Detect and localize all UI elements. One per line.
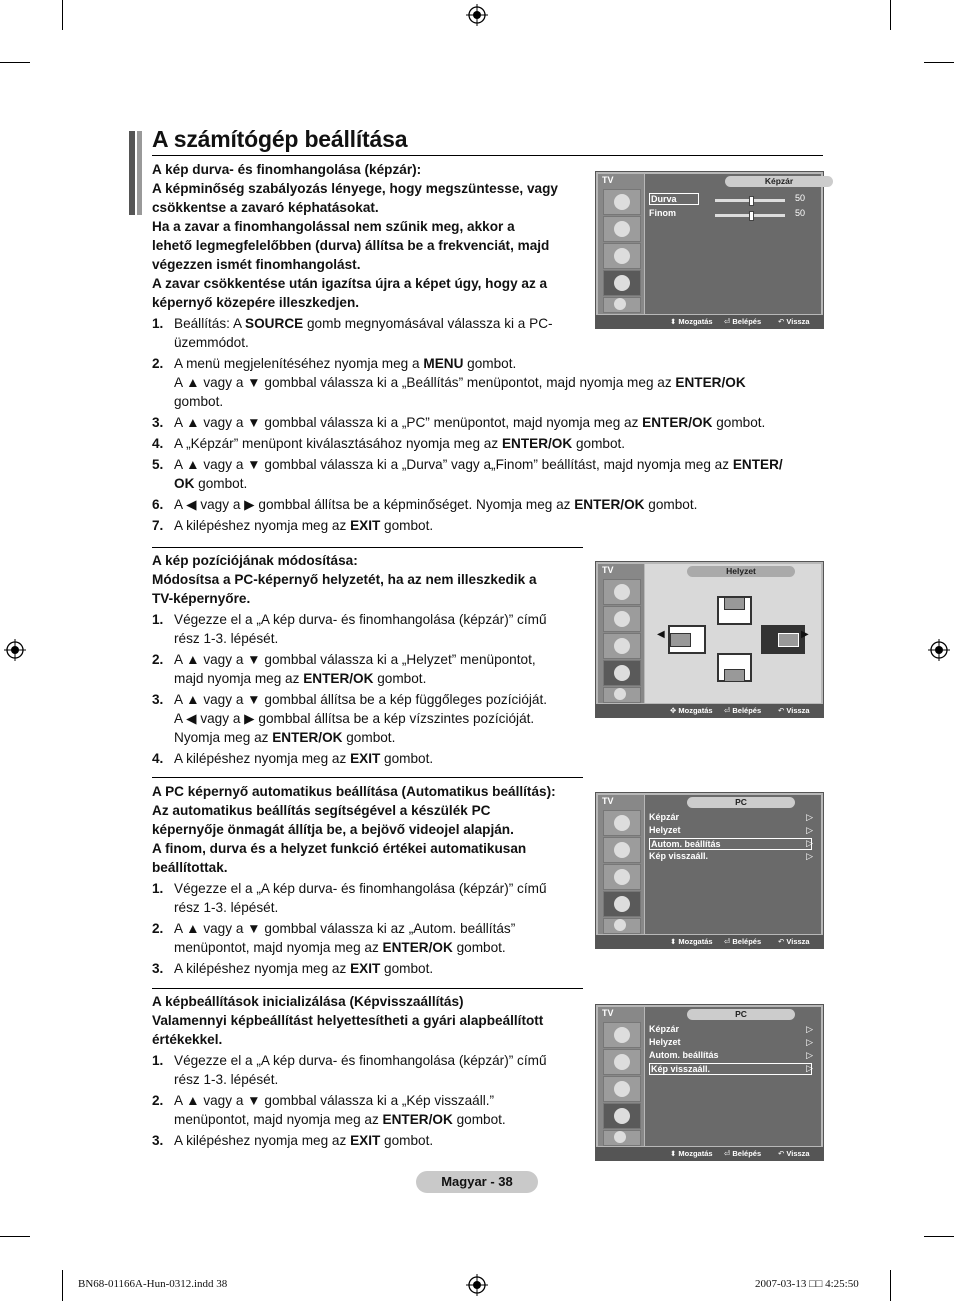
step-line: A ▲ vagy a ▼ gombbal válassza ki a „Helyzet” menüpontot,: [174, 652, 536, 667]
step-line: A ▲ vagy a ▼ gombbal állítsa be a kép függőleges pozícióját.: [174, 692, 548, 707]
osd-footer: ⬍ Mozgatás ⏎ Belépés ↶ Vissza: [596, 1147, 823, 1160]
footer-back: Vissza: [786, 317, 810, 326]
head-line: Ha a zavar a finomhangolással nem szűnik meg, akkor a: [152, 219, 515, 234]
section-rule: [152, 547, 583, 548]
registration-mark-icon: [4, 639, 26, 661]
finom-value: 50: [794, 208, 805, 218]
step-item: [152, 650, 592, 688]
step-item: [152, 1051, 592, 1089]
osd-helyzet-screen: [595, 561, 824, 718]
section-rule: [152, 777, 583, 778]
step-line: rész 1-3. lépését.: [174, 1072, 279, 1087]
position-box-right: [761, 625, 805, 654]
setup-icon: [603, 270, 641, 296]
sound-icon: [603, 606, 641, 632]
step-item: [152, 610, 592, 648]
osd-header: PC: [687, 797, 795, 808]
footer-enter: Belépés: [732, 937, 762, 946]
crop-mark: [924, 62, 954, 63]
crop-mark: [890, 0, 891, 30]
head-line: Az automatikus beállítás segítségével a készülék PC: [152, 803, 491, 818]
step-line: A ▲ vagy a ▼ gombbal válassza ki a „Durva” vagy a„Finom” beállítást, majd nyomja meg az ENTER/: [174, 457, 783, 472]
osd-tv-label: TV: [602, 796, 614, 806]
step-item: [152, 1131, 592, 1150]
step-number: 7.: [152, 518, 164, 533]
page-title: A számítógép beállítása: [152, 126, 408, 152]
sound-icon: [603, 1049, 641, 1075]
step-number: 1.: [152, 316, 164, 331]
head-line: csökkentse a zavaró képhatásokat.: [152, 200, 379, 215]
osd-header: Képzár: [725, 176, 833, 187]
osd-menu-item: Helyzet: [649, 825, 681, 835]
input-icon: [603, 918, 641, 934]
step-number: 1.: [152, 1053, 164, 1068]
step-line: A „Képzár” menüpont kiválasztásához nyomja meg az ENTER/OK gombot.: [174, 436, 626, 451]
registration-mark-icon: [466, 4, 488, 26]
footer-back: Vissza: [786, 937, 810, 946]
steps-list: [152, 1051, 592, 1150]
sound-icon: [603, 216, 641, 242]
head-line: lehető legmegfelelőbben (durva) állítsa be a frekvenciát, majd: [152, 238, 550, 253]
step-item: [152, 919, 592, 957]
step-line: gombot.: [174, 394, 224, 409]
step-line: A ▲ vagy a ▼ gombbal válassza ki a „Beállítás” menüpontot, majd nyomja meg az ENTER/OK: [174, 375, 746, 390]
step-item: [152, 516, 832, 535]
step-line: üzemmódot.: [174, 335, 249, 350]
footer-move: Mozgatás: [678, 317, 713, 326]
step-number: 2.: [152, 652, 164, 667]
slider-knob: [749, 211, 754, 221]
step-item: [152, 455, 832, 493]
section-position: [152, 551, 592, 768]
durva-value: 50: [794, 193, 805, 203]
osd-sidebar: [598, 564, 644, 703]
step-item: [152, 413, 832, 432]
channel-icon: [603, 1076, 641, 1102]
step-number: 2.: [152, 921, 164, 936]
page-number: Magyar - 38: [416, 1171, 538, 1193]
durva-slider: [715, 199, 785, 202]
registration-mark-icon: [928, 639, 950, 661]
footer-enter: Belépés: [732, 1149, 762, 1158]
step-line: A ◀ vagy a ▶ gombbal állítsa be a képminőséget. Nyomja meg az ENTER/OK gombot.: [174, 497, 698, 512]
step-number: 5.: [152, 457, 164, 472]
arrow-left-icon: ◀: [657, 629, 665, 640]
step-number: 1.: [152, 881, 164, 896]
section-auto-adjust: [152, 782, 592, 978]
picture-icon: [603, 579, 641, 605]
title-accent-bar: [137, 131, 142, 215]
step-number: 3.: [152, 415, 164, 430]
step-line: menüpontot, majd nyomja meg az ENTER/OK gombot.: [174, 1112, 506, 1127]
registration-mark-icon: [466, 1274, 488, 1296]
osd-main: [645, 174, 821, 314]
crop-mark: [890, 1270, 891, 1301]
footer-move: Mozgatás: [678, 937, 713, 946]
submenu-arrow-icon: ▷: [806, 1063, 813, 1073]
crop-mark: [924, 1236, 954, 1237]
crop-mark: [0, 62, 30, 63]
picture-icon: [603, 1022, 641, 1048]
head-line: A képbeállítások inicializálása (Képvisszaállítás): [152, 994, 464, 1009]
step-number: 1.: [152, 612, 164, 627]
osd-item-finom: Finom: [649, 208, 676, 218]
step-item: [152, 495, 832, 514]
footer-enter: Belépés: [732, 706, 762, 715]
step-number: 3.: [152, 1133, 164, 1148]
submenu-arrow-icon: ▷: [806, 1050, 813, 1060]
osd-item-durva: Durva: [649, 193, 699, 205]
submenu-arrow-icon: ▷: [806, 838, 813, 848]
channel-icon: [603, 864, 641, 890]
osd-menu-item: Képzár: [649, 812, 680, 822]
setup-icon: [603, 891, 641, 917]
step-line: rész 1-3. lépését.: [174, 900, 279, 915]
footer-move: Mozgatás: [678, 706, 713, 715]
osd-footer: ✥ Mozgatás ⏎ Belépés ↶ Vissza: [596, 704, 823, 717]
crop-mark: [62, 1270, 63, 1301]
head-line: A képminőség szabályozás lényege, hogy megszüntesse, vagy: [152, 181, 558, 196]
step-number: 4.: [152, 436, 164, 451]
step-line: Beállítás: A SOURCE gomb megnyomásával válassza ki a PC-: [174, 316, 553, 331]
osd-menu-item: Autom. beállítás: [649, 838, 812, 850]
section-image-reset: [152, 992, 592, 1150]
position-box-left: [668, 625, 706, 654]
osd-sidebar: [598, 1007, 644, 1146]
step-line: A kilépéshez nyomja meg az EXIT gombot.: [174, 1133, 434, 1148]
picture-icon: [603, 810, 641, 836]
step-line: A kilépéshez nyomja meg az EXIT gombot.: [174, 518, 434, 533]
channel-icon: [603, 633, 641, 659]
footer-enter: Belépés: [732, 317, 762, 326]
osd-sidebar: [598, 795, 644, 934]
osd-pc-reset-screen: [595, 1004, 824, 1161]
osd-menu-item: Kép visszaáll.: [649, 851, 709, 861]
head-line: Valamennyi képbeállítást helyettesítheti a gyári alapbeállított: [152, 1013, 544, 1028]
footer-back: Vissza: [786, 706, 810, 715]
osd-kepzar-screen: [595, 171, 824, 329]
arrow-right-icon: ▶: [801, 629, 809, 640]
picture-icon: [603, 189, 641, 215]
file-name: BN68-01166A-Hun-0312.indd 38: [78, 1278, 228, 1290]
osd-footer: ⬍ Mozgatás ⏎ Belépés ↶ Vissza: [596, 315, 823, 328]
step-item: [152, 1091, 592, 1129]
print-date: 2007-03-13 □□ 4:25:50: [755, 1278, 859, 1290]
osd-tv-label: TV: [602, 565, 614, 575]
step-line: A kilépéshez nyomja meg az EXIT gombot.: [174, 961, 434, 976]
input-icon: [603, 297, 641, 313]
input-icon: [603, 1130, 641, 1146]
section-head: [152, 782, 592, 877]
osd-main: [645, 795, 821, 934]
osd-main: [645, 1007, 821, 1146]
step-line: menüpontot, majd nyomja meg az ENTER/OK gombot.: [174, 940, 506, 955]
step-item: [152, 354, 832, 411]
step-line: A kilépéshez nyomja meg az EXIT gombot.: [174, 751, 434, 766]
osd-sidebar: [598, 174, 644, 314]
finom-slider: [715, 214, 785, 217]
steps-list: [152, 314, 832, 535]
step-number: 2.: [152, 1093, 164, 1108]
setup-icon: [603, 1103, 641, 1129]
title-rule: [152, 155, 823, 156]
submenu-arrow-icon: ▷: [806, 825, 813, 835]
step-item: [152, 749, 592, 768]
step-line: Végezze el a „A kép durva- és finomhangolása (képzár)” című: [174, 1053, 547, 1068]
osd-menu-item: Kép visszaáll.: [649, 1063, 812, 1075]
section-rule: [152, 988, 583, 989]
step-line: A ▲ vagy a ▼ gombbal válassza ki a „PC” menüpontot, majd nyomja meg az ENTER/OK gombot.: [174, 415, 766, 430]
input-icon: [603, 687, 641, 703]
step-line: Végezze el a „A kép durva- és finomhangolása (képzár)” című: [174, 612, 547, 627]
head-line: képernyője önmagát állítja be, a bejövő videojel alapján.: [152, 822, 514, 837]
osd-pc-auto-screen: [595, 792, 824, 949]
step-line: Végezze el a „A kép durva- és finomhangolása (képzár)” című: [174, 881, 547, 896]
osd-header: Helyzet: [687, 566, 795, 577]
step-line: A ▲ vagy a ▼ gombbal válassza ki a „Kép visszaáll.”: [174, 1093, 495, 1108]
crop-mark: [0, 1236, 30, 1237]
osd-header: PC: [687, 1009, 795, 1020]
step-number: 3.: [152, 692, 164, 707]
step-line: A ▲ vagy a ▼ gombbal válassza ki az „Autom. beállítás”: [174, 921, 516, 936]
submenu-arrow-icon: ▷: [806, 812, 813, 822]
section-head: [152, 992, 592, 1049]
head-line: végezzen ismét finomhangolást.: [152, 257, 361, 272]
step-item: [152, 690, 592, 747]
head-line: A zavar csökkentése után igazítsa újra a képet úgy, hogy az a: [152, 276, 548, 291]
step-line: A ◀ vagy a ▶ gombbal állítsa be a kép vízszintes pozícióját.: [174, 711, 535, 726]
osd-tv-label: TV: [602, 1008, 614, 1018]
section-head: [152, 551, 592, 608]
steps-list: [152, 879, 592, 978]
position-box-down: [717, 653, 752, 682]
submenu-arrow-icon: ▷: [806, 851, 813, 861]
head-line: TV-képernyőre.: [152, 591, 251, 606]
head-line: A PC képernyő automatikus beállítása (Automatikus beállítás):: [152, 784, 556, 799]
step-item: [152, 959, 592, 978]
sound-icon: [603, 837, 641, 863]
head-line: beállítottak.: [152, 860, 228, 875]
title-accent-bar: [129, 131, 135, 215]
footer-back: Vissza: [786, 1149, 810, 1158]
osd-main: [645, 564, 821, 703]
slider-knob: [749, 196, 754, 206]
channel-icon: [603, 243, 641, 269]
step-number: 2.: [152, 356, 164, 371]
osd-menu-item: Helyzet: [649, 1037, 681, 1047]
step-item: [152, 879, 592, 917]
steps-list: [152, 610, 592, 768]
step-line: OK gombot.: [174, 476, 248, 491]
step-line: A menü megjelenítéséhez nyomja meg a MENU gombot.: [174, 356, 517, 371]
step-number: 4.: [152, 751, 164, 766]
submenu-arrow-icon: ▷: [806, 1037, 813, 1047]
head-line: A finom, durva és a helyzet funkció értékei automatikusan: [152, 841, 527, 856]
position-box-up: [717, 596, 752, 625]
submenu-arrow-icon: ▷: [806, 1024, 813, 1034]
osd-footer: ⬍ Mozgatás ⏎ Belépés ↶ Vissza: [596, 935, 823, 948]
step-line: Nyomja meg az ENTER/OK gombot.: [174, 730, 396, 745]
osd-menu-item: Autom. beállítás: [649, 1050, 719, 1060]
osd-tv-label: TV: [602, 175, 614, 185]
head-line: értékekkel.: [152, 1032, 223, 1047]
crop-mark: [62, 0, 63, 30]
setup-icon: [603, 660, 641, 686]
step-item: [152, 434, 832, 453]
step-number: 3.: [152, 961, 164, 976]
head-line: Módosítsa a PC-képernyő helyzetét, ha az nem illeszkedik a: [152, 572, 537, 587]
step-line: rész 1-3. lépését.: [174, 631, 279, 646]
head-line: A kép pozíciójának módosítása:: [152, 553, 358, 568]
footer-move: Mozgatás: [678, 1149, 713, 1158]
step-number: 6.: [152, 497, 164, 512]
head-line: A kép durva- és finomhangolása (képzár):: [152, 162, 422, 177]
step-line: majd nyomja meg az ENTER/OK gombot.: [174, 671, 427, 686]
head-line: képernyő közepére illeszkedjen.: [152, 295, 360, 310]
osd-menu-item: Képzár: [649, 1024, 680, 1034]
